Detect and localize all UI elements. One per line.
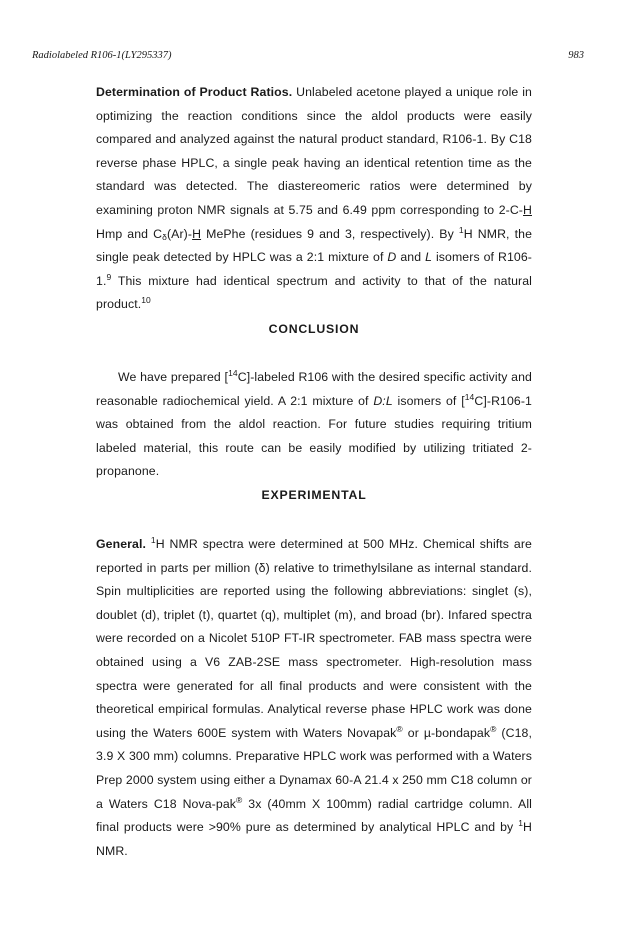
subscript-delta: δ: [162, 231, 167, 242]
running-head-title: Radiolabeled R106-1(LY295337): [32, 50, 172, 61]
superscript-mass-number: 14: [464, 391, 475, 402]
text-run: MePhe (residues 9 and 3, respectively). By: [201, 226, 459, 241]
text-run: Unlabeled acetone played a unique role in optimizing the reaction conditions since the aldol products were easily compared and analyzed against the natural product standard, R106-1. By C18 reverse phase HPLC, a single peak having an identical retention time as the standard was detected. The diastereomeric ratios were determined by examining proton NMR signals at 5.75 and 6.49 ppm corresponding to 2-C-: [96, 85, 532, 217]
text-run: H NMR.: [96, 820, 532, 858]
text-run: or µ-bondapak: [402, 725, 491, 740]
run-in-heading-general: General.: [96, 537, 147, 551]
text-run: H NMR, the single peak detected by HPLC was a 2:1 mixture of: [96, 226, 533, 265]
isomer-d: D: [387, 250, 397, 265]
text-run: isomers of R106-1.: [96, 250, 532, 288]
running-head: [32, 50, 584, 61]
reference-9: 9: [106, 271, 112, 282]
page-number: 983: [568, 50, 584, 61]
text-run: This mixture had identical spectrum and activity to that of the natural product.: [96, 273, 532, 312]
run-in-heading-determination: Determination of Product Ratios.: [96, 85, 293, 99]
paragraph-conclusion: [96, 366, 532, 484]
text-run: isomers of [: [392, 393, 465, 408]
superscript-mass-number: 1: [150, 535, 156, 545]
text-run: H NMR spectra were determined at 500 MHz. Chemical shifts are reported in parts per million (δ) relative to trimethylsilane as internal standard. Spin multiplicities are reported using the following abbreviations: singlet (s), doublet (d), triplet (t), quartet (q), multiplet (m), and broad (br). Infared spectra were recorded on a Nicolet 510P FT-IR spectrometer. FAB mass spectra were obtained using a V6 ZAB-2SE mass spectrometer. High-resolution mass spectra were generated for all final products and were consistent with the theoretical empirical formulas. Analytical reverse phase HPLC work was done using the Waters 600E system with Waters Novapak: [96, 537, 532, 740]
text-run: (C18, 3.9 X 300 mm) columns. Preparative HPLC work was performed with a Waters Prep 2000 system using either a Dynamax 60-A 21.4 x 250 mm C18 column or a Waters C18 Nova-pak: [96, 725, 532, 811]
text-run: Hmp and C: [96, 226, 163, 241]
reference-10: 10: [141, 295, 151, 306]
registered-mark: ®: [396, 723, 403, 734]
registered-mark: ®: [236, 794, 243, 805]
text-run: C]-labeled R106 with the desired specific activity and reasonable radiochemical yield. A 2:1 mixture of: [96, 370, 532, 408]
underlined-h: H: [523, 202, 532, 217]
registered-mark: ®: [490, 723, 497, 734]
text-run: and: [396, 250, 426, 265]
isomer-ratio: D:L: [373, 393, 393, 408]
section-heading-conclusion: CONCLUSION: [268, 322, 360, 336]
text-run: (Ar)-: [166, 226, 193, 241]
paragraph-general: [96, 533, 532, 863]
superscript-mass-number: 1: [458, 224, 464, 235]
isomer-l: L: [425, 250, 433, 265]
section-heading-experimental: EXPERIMENTAL: [261, 488, 367, 502]
text-run: 3x (40mm X 100mm) radial cartridge column. All final products were >90% pure as determined by analytical HPLC and by: [96, 796, 532, 835]
text-run: C]-R106-1 was obtained from the aldol reaction. For future studies requiring tritium labeled material, this route can be easily modified by utilizing tritiated 2-propanone.: [96, 393, 532, 479]
underlined-h: H: [192, 226, 202, 241]
superscript-mass-number: 14: [228, 368, 238, 378]
paragraph-determination-of-product-ratios: [96, 81, 532, 317]
text-run: We have prepared [: [118, 370, 229, 384]
superscript-mass-number: 1: [518, 818, 524, 829]
